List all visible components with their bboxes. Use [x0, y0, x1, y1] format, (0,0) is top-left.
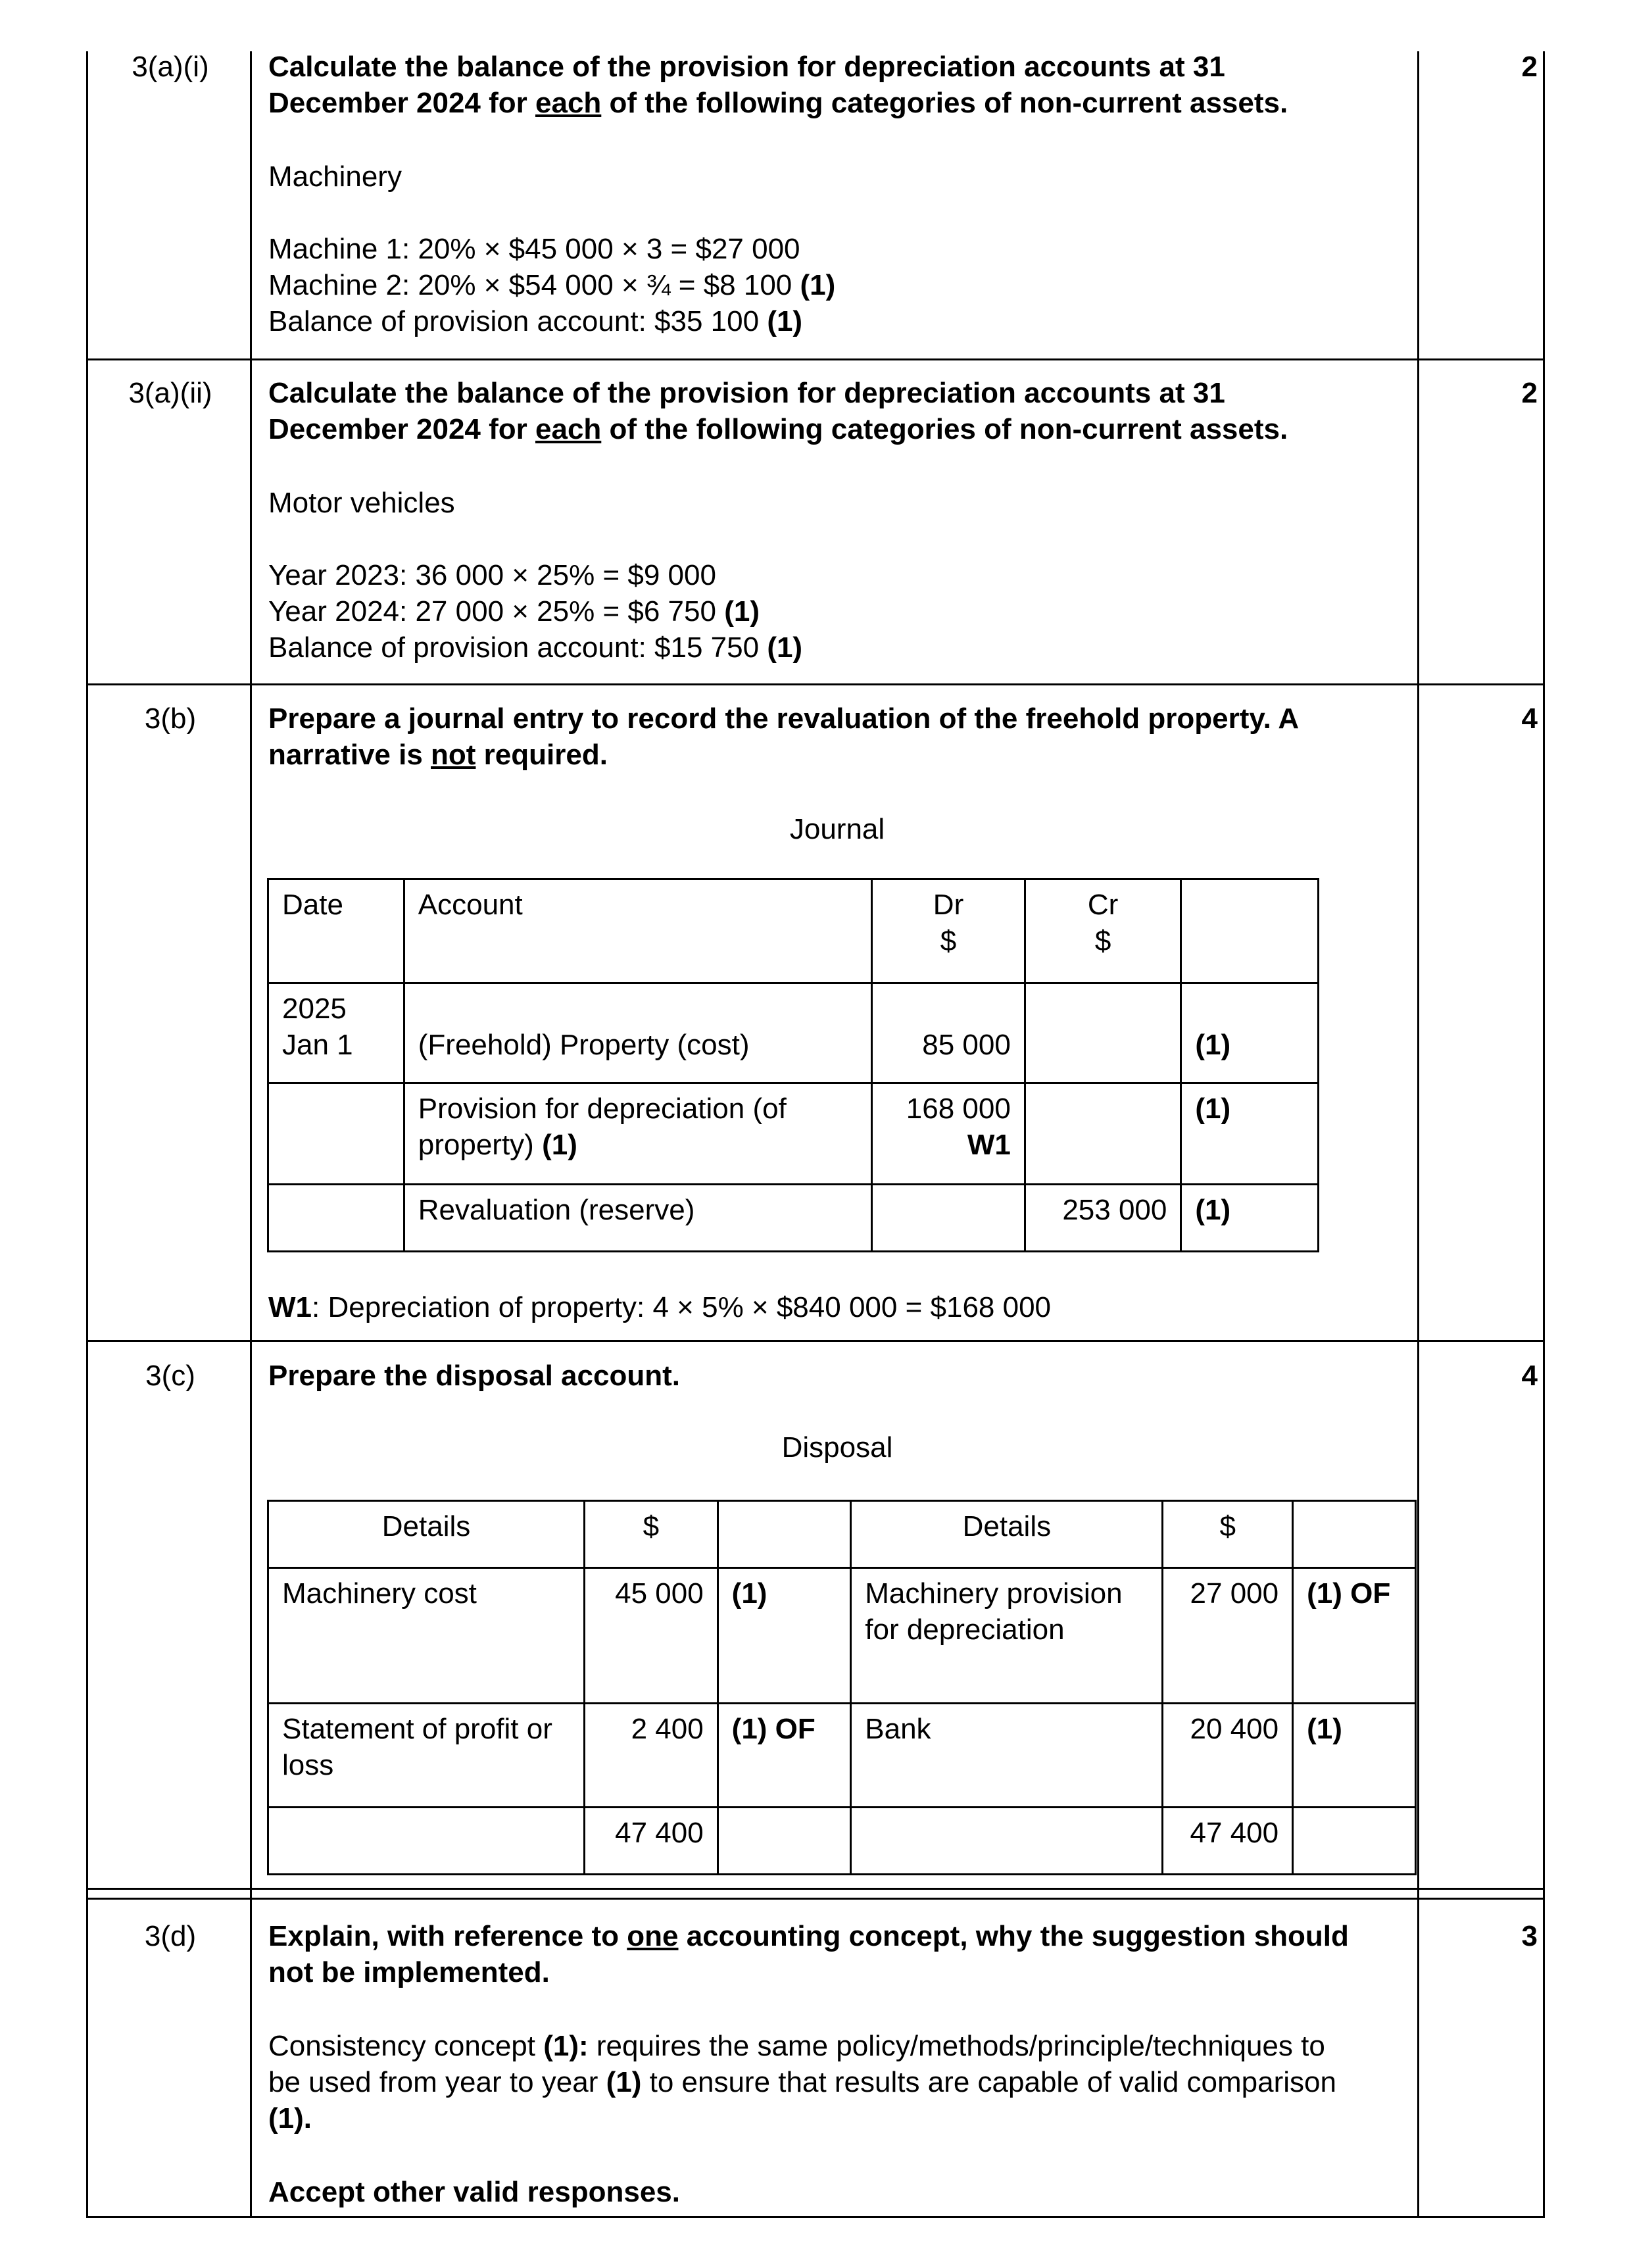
grid-line-question-col — [250, 51, 252, 2218]
header-dr: Dr $ — [872, 879, 1025, 983]
answer-line: Machine 2: 20% × $54 000 × ¾ = $8 100 (1) — [268, 269, 836, 301]
marks-value: 2 — [1521, 377, 1538, 409]
grid-line-right — [1543, 51, 1545, 2218]
question-prompt: Prepare a journal entry to record the revaluation of the freehold property. A narrative is not required. — [268, 703, 1300, 771]
left-amount: 45 000 — [585, 1568, 718, 1704]
table-totals-row — [268, 1808, 1416, 1875]
table-title: Journal — [789, 813, 885, 845]
row-dr — [872, 1185, 1025, 1252]
accept-note: Accept other valid responses. — [268, 2176, 680, 2208]
row-mark: (1) — [1181, 983, 1319, 1083]
left-mark: (1) OF — [718, 1704, 851, 1808]
row-cr — [1025, 983, 1181, 1083]
table-row — [268, 1083, 1319, 1185]
question-prompt: Calculate the balance of the provision for depreciation accounts at 31 December 2024 for each of the following categories of non-current assets. — [268, 51, 1288, 119]
working-note: W1: Depreciation of property: 4 × 5% × $840 000 = $168 000 — [268, 1291, 1052, 1323]
marks-value: 4 — [1521, 1360, 1538, 1392]
header-account: Account — [404, 879, 871, 983]
grid-line-marks-col — [1417, 51, 1419, 2218]
question-number: 3(a)(i) — [132, 51, 209, 83]
grid-line-left — [86, 51, 88, 2218]
row-account: Revaluation (reserve) — [404, 1185, 871, 1252]
header-amount-left: $ — [585, 1501, 718, 1568]
marks-value: 2 — [1521, 51, 1538, 83]
row-dr: 85 000 — [872, 983, 1025, 1083]
left-details — [268, 1808, 585, 1875]
right-details — [851, 1808, 1163, 1875]
right-mark: (1) OF — [1293, 1568, 1416, 1704]
row-date: 2025 Jan 1 — [268, 983, 404, 1083]
right-total: 47 400 — [1163, 1808, 1293, 1875]
answer-line: Year 2023: 36 000 × 25% = $9 000 — [268, 559, 716, 591]
question-block-3b — [268, 701, 1406, 773]
row-cr: 253 000 — [1025, 1185, 1181, 1252]
category-label: Machinery — [268, 160, 402, 193]
table-row — [268, 983, 1319, 1083]
row-date — [268, 1185, 404, 1252]
row-divider — [86, 1340, 1545, 1342]
left-details: Machinery cost — [268, 1568, 585, 1704]
left-mark — [718, 1808, 851, 1875]
row-account: (Freehold) Property (cost) — [404, 983, 871, 1083]
row-divider — [86, 683, 1545, 685]
right-details: Machinery provision for depreciation — [851, 1568, 1163, 1704]
header-amount-right: $ — [1163, 1501, 1293, 1568]
right-amount: 27 000 — [1163, 1568, 1293, 1704]
header-details-left: Details — [268, 1501, 585, 1568]
left-mark: (1) — [718, 1568, 851, 1704]
table-header-row — [268, 1501, 1416, 1568]
category-label: Motor vehicles — [268, 487, 455, 519]
answer-text: Consistency concept (1): requires the same policy/methods/principle/techniques to be used from year to year (1) to ensure that results are capable of valid comparison (1). — [268, 2030, 1336, 2134]
question-block-3d — [268, 1918, 1406, 2210]
question-number: 3(c) — [145, 1360, 195, 1392]
row-divider — [86, 1888, 1545, 1890]
question-prompt: Calculate the balance of the provision for depreciation accounts at 31 December 2024 for each of the following categories of non-current assets. — [268, 377, 1288, 445]
answer-line: Balance of provision account: $35 100 (1) — [268, 305, 803, 337]
table-header-row — [268, 879, 1319, 983]
journal-table — [267, 878, 1319, 1252]
disposal-table — [267, 1500, 1417, 1875]
right-mark — [1293, 1808, 1416, 1875]
row-divider — [86, 1898, 1545, 1900]
left-total: 47 400 — [585, 1808, 718, 1875]
row-dr: 168 000 W1 — [872, 1083, 1025, 1185]
question-number: 3(b) — [144, 703, 197, 735]
table-title: Disposal — [781, 1431, 893, 1464]
question-number: 3(d) — [144, 1920, 197, 1952]
right-mark: (1) — [1293, 1704, 1416, 1808]
left-amount: 2 400 — [585, 1704, 718, 1808]
answer-line: Balance of provision account: $15 750 (1) — [268, 631, 803, 664]
answer-line: Year 2024: 27 000 × 25% = $6 750 (1) — [268, 595, 760, 628]
row-divider — [86, 358, 1545, 360]
table-row — [268, 1185, 1319, 1252]
right-details: Bank — [851, 1704, 1163, 1808]
row-divider — [86, 2216, 1545, 2218]
question-number: 3(a)(ii) — [128, 377, 212, 409]
header-mark-left — [718, 1501, 851, 1568]
marks-value: 4 — [1521, 703, 1538, 735]
answer-line: Machine 1: 20% × $45 000 × 3 = $27 000 — [268, 233, 800, 265]
header-details-right: Details — [851, 1501, 1163, 1568]
question-prompt: Prepare the disposal account. — [268, 1360, 680, 1392]
row-cr — [1025, 1083, 1181, 1185]
header-cr: Cr $ — [1025, 879, 1181, 983]
row-account: Provision for depreciation (of property) (1) — [404, 1083, 871, 1185]
header-marks — [1181, 879, 1319, 983]
table-row — [268, 1704, 1416, 1808]
left-details: Statement of profit or loss — [268, 1704, 585, 1808]
marks-value: 3 — [1521, 1920, 1538, 1952]
right-amount: 20 400 — [1163, 1704, 1293, 1808]
question-block-3a-i — [268, 49, 1406, 339]
header-date: Date — [268, 879, 404, 983]
header-mark-right — [1293, 1501, 1416, 1568]
row-mark: (1) — [1181, 1083, 1319, 1185]
question-prompt: Explain, with reference to one accounting concept, why the suggestion should not be implemented. — [268, 1920, 1349, 1988]
row-date — [268, 1083, 404, 1185]
table-row — [268, 1568, 1416, 1704]
question-block-3a-ii — [268, 375, 1406, 666]
row-mark: (1) — [1181, 1185, 1319, 1252]
